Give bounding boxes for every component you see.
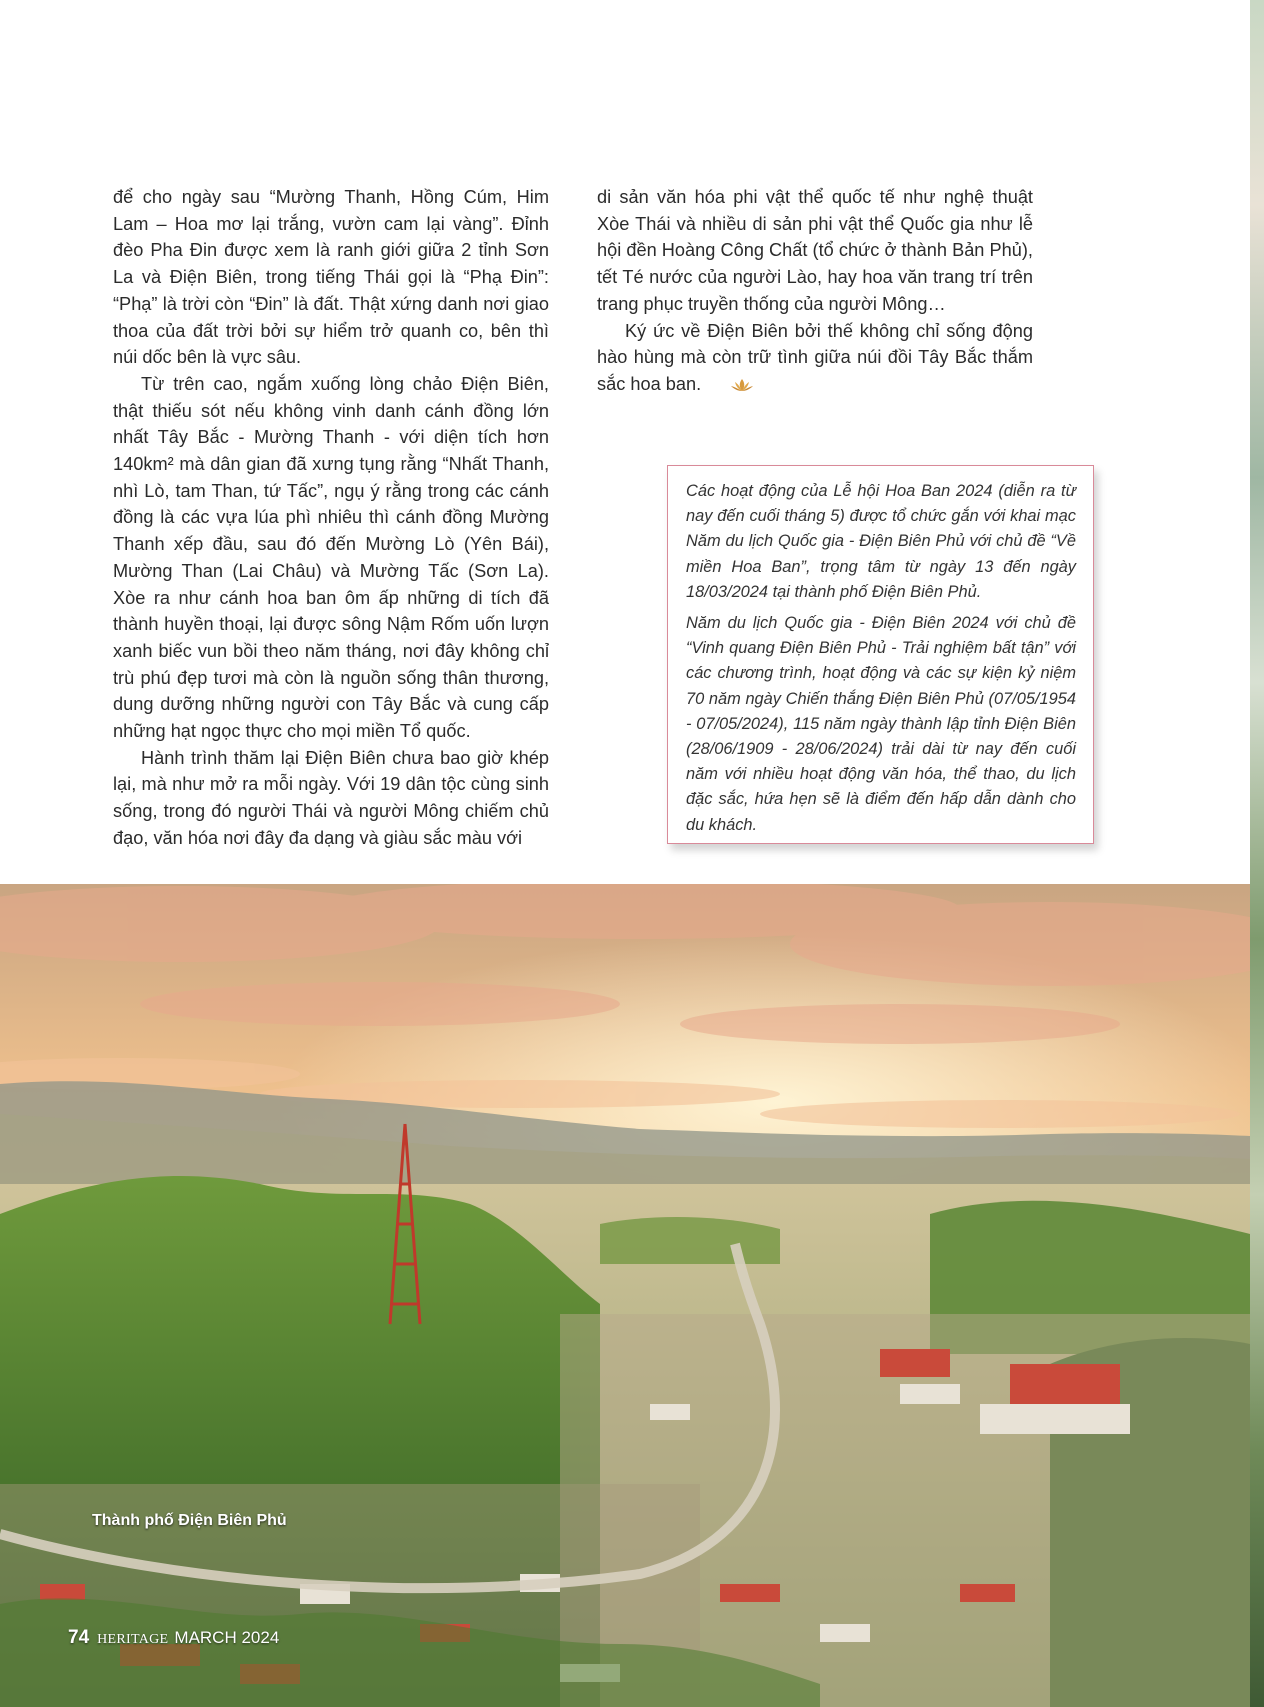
article-column-right: [597, 184, 1033, 400]
article-column-left: [113, 184, 549, 852]
magazine-name: HERITAGE: [97, 1632, 169, 1647]
article-paragraph: Hành trình thăm lại Điện Biên chưa bao giờ khép lại, mà như mở ra mỗi ngày. Với 19 dân tộc cùng sinh sống, trong đó người Thái và người Mông chiếm chủ đạo, văn hóa nơi đây đa dạng và giàu sắc màu với: [113, 747, 549, 848]
adjacent-page-edge: [1250, 0, 1264, 1707]
article-paragraph-text: Ký ức về Điện Biên bởi thế không chỉ sống động hào hùng mà còn trữ tình giữa núi đồi Tây Bắc thắm sắc hoa ban.: [597, 320, 1033, 394]
page-footer: [68, 1627, 279, 1649]
article-paragraph: để cho ngày sau “Mường Thanh, Hồng Cúm, Him Lam – Hoa mơ lại trắng, vườn cam lại vàng”. Đỉnh đèo Pha Đin được xem là ranh giới giữa 2 tỉnh Sơn La và Điện Biên, trong tiếng Thái gọi là “Phạ Đin”: “Phạ” là trời còn “Đin” là đất. Thật xứng danh nơi giao thoa của đất trời bởi sự hiểm trở quanh co, bên thì núi dốc bên là vực sâu.: [113, 187, 549, 368]
issue-date: MARCH 2024: [174, 1628, 280, 1647]
article-paragraph: di sản văn hóa phi vật thể quốc tế như nghệ thuật Xòe Thái và nhiều di sản phi vật thể Quốc gia như lễ hội đền Hoàng Công Chất (tổ chức ở thành Bản Phủ), tết Té nước của người Lào, hay hoa văn trang trí trên trang phục truyền thống của người Mông…: [597, 187, 1033, 314]
info-box-paragraph: Năm du lịch Quốc gia - Điện Biên 2024 với chủ đề “Vinh quang Điện Biên Phủ - Trải nghiệm bất tận” với các chương trình, hoạt động và các sự kiện kỷ niệm 70 năm ngày Chiến thắng Điện Biên Phủ (07/05/1954 - 07/05/2024), 115 năm ngày thành lập tỉnh Điện Biên (28/06/1909 - 28/06/2024) trải dài từ nay đến cuối năm với nhiều hoạt động văn hóa, thể thao, du lịch đặc sắc, hứa hẹn sẽ là điểm đến hấp dẫn dành cho du khách.: [686, 614, 1076, 834]
photo-caption: Thành phố Điện Biên Phủ: [92, 1512, 287, 1529]
page-number: 74: [68, 1627, 90, 1648]
article-paragraph-last: [597, 318, 1033, 400]
article-paragraph: Từ trên cao, ngắm xuống lòng chảo Điện Biên, thật thiếu sót nếu không vinh danh cánh đồng lớn nhất Tây Bắc - Mường Thanh - với diện tích hơn 140km² mà dân gian đã xưng tụng rằng “Nhất Thanh, nhì Lò, tam Than, tứ Tấc”, ngụ ý rằng trong các cánh đồng là các vựa lúa phì nhiêu thì cánh đồng Mường Thanh xếp đầu, sau đó đến Mường Lò (Yên Bái), Mường Than (Lai Châu) và Mường Tấc (Sơn La). Xòe ra như cánh hoa ban ôm ấp những di tích đã thành huyền thoại, lại được sông Nậm Rốm uốn lượn xanh biếc vun bồi theo năm tháng, nơi đây không chỉ trù phú đẹp tươi mà còn là nguồn sống thân thương, dung dưỡng những người con Tây Bắc và cung cấp những hạt ngọc thực cho mọi miền Tổ quốc.: [113, 373, 549, 742]
info-box: [667, 465, 1094, 844]
lotus-icon: [703, 373, 753, 400]
info-box-paragraph: Các hoạt động của Lễ hội Hoa Ban 2024 (diễn ra từ nay đến cuối tháng 5) được tổ chức gắn với khai mạc Năm du lịch Quốc gia - Điện Biên Phủ với chủ đề “Về miền Hoa Ban”, trọng tâm từ ngày 13 đến ngày 18/03/2024 tại thành phố Điện Biên Phủ.: [686, 482, 1076, 601]
city-aerial-photo: [0, 884, 1250, 1707]
